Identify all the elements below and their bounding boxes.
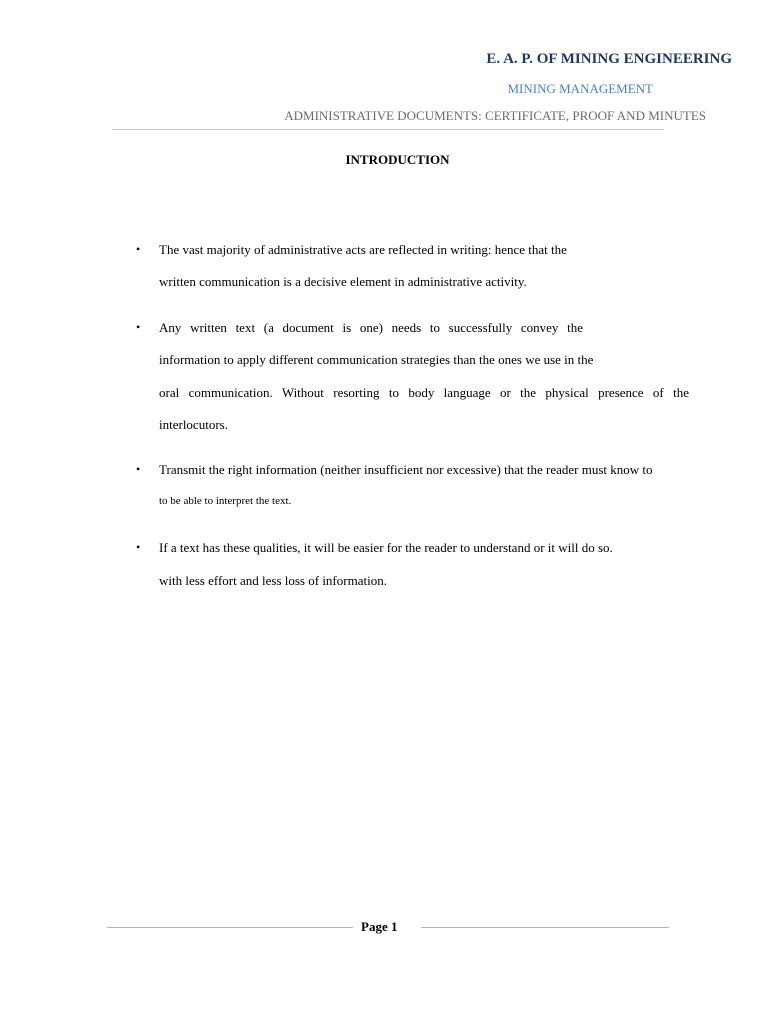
section-heading: INTRODUCTION [345,152,450,167]
header-document-title: ADMINISTRATIVE DOCUMENTS: CERTIFICATE, PROOF AND MINUTES [284,108,706,123]
bullet-3-line-1: Transmit the right information (neither insufficient nor excessive) that the reader must know to [159,462,653,477]
header-title: E. A. P. OF MINING ENGINEERING [486,51,732,67]
header-subtitle: MINING MANAGEMENT [507,81,653,96]
bullet-2-line-2: information to apply different communication strategies than the ones we use in the [159,352,594,367]
header-divider [112,129,664,130]
bullet-2-line-1: Any written text (a document is one) needs to successfully convey the [159,320,583,335]
page-number: Page 1 [361,919,398,934]
bullet-marker: • [136,242,141,256]
footer-divider-left [107,927,353,928]
bullet-marker: • [136,320,141,334]
bullet-3-line-2: to be able to interpret the text. [159,495,292,507]
bullet-1-line-2: written communication is a decisive element in administrative activity. [159,274,527,289]
bullet-1-line-1: The vast majority of administrative acts are reflected in writing: hence that the [159,242,567,257]
bullet-4-line-2: with less effort and less loss of information. [159,573,387,588]
bullet-2-line-3: oral communication. Without resorting to body language or the physical presence of the [159,385,689,400]
bullet-marker: • [136,540,141,554]
bullet-2-line-4: interlocutors. [159,417,228,432]
bullet-4-line-1: If a text has these qualities, it will be easier for the reader to understand or it will do so. [159,540,613,555]
bullet-marker: • [136,462,141,476]
footer-divider-right [421,927,669,928]
